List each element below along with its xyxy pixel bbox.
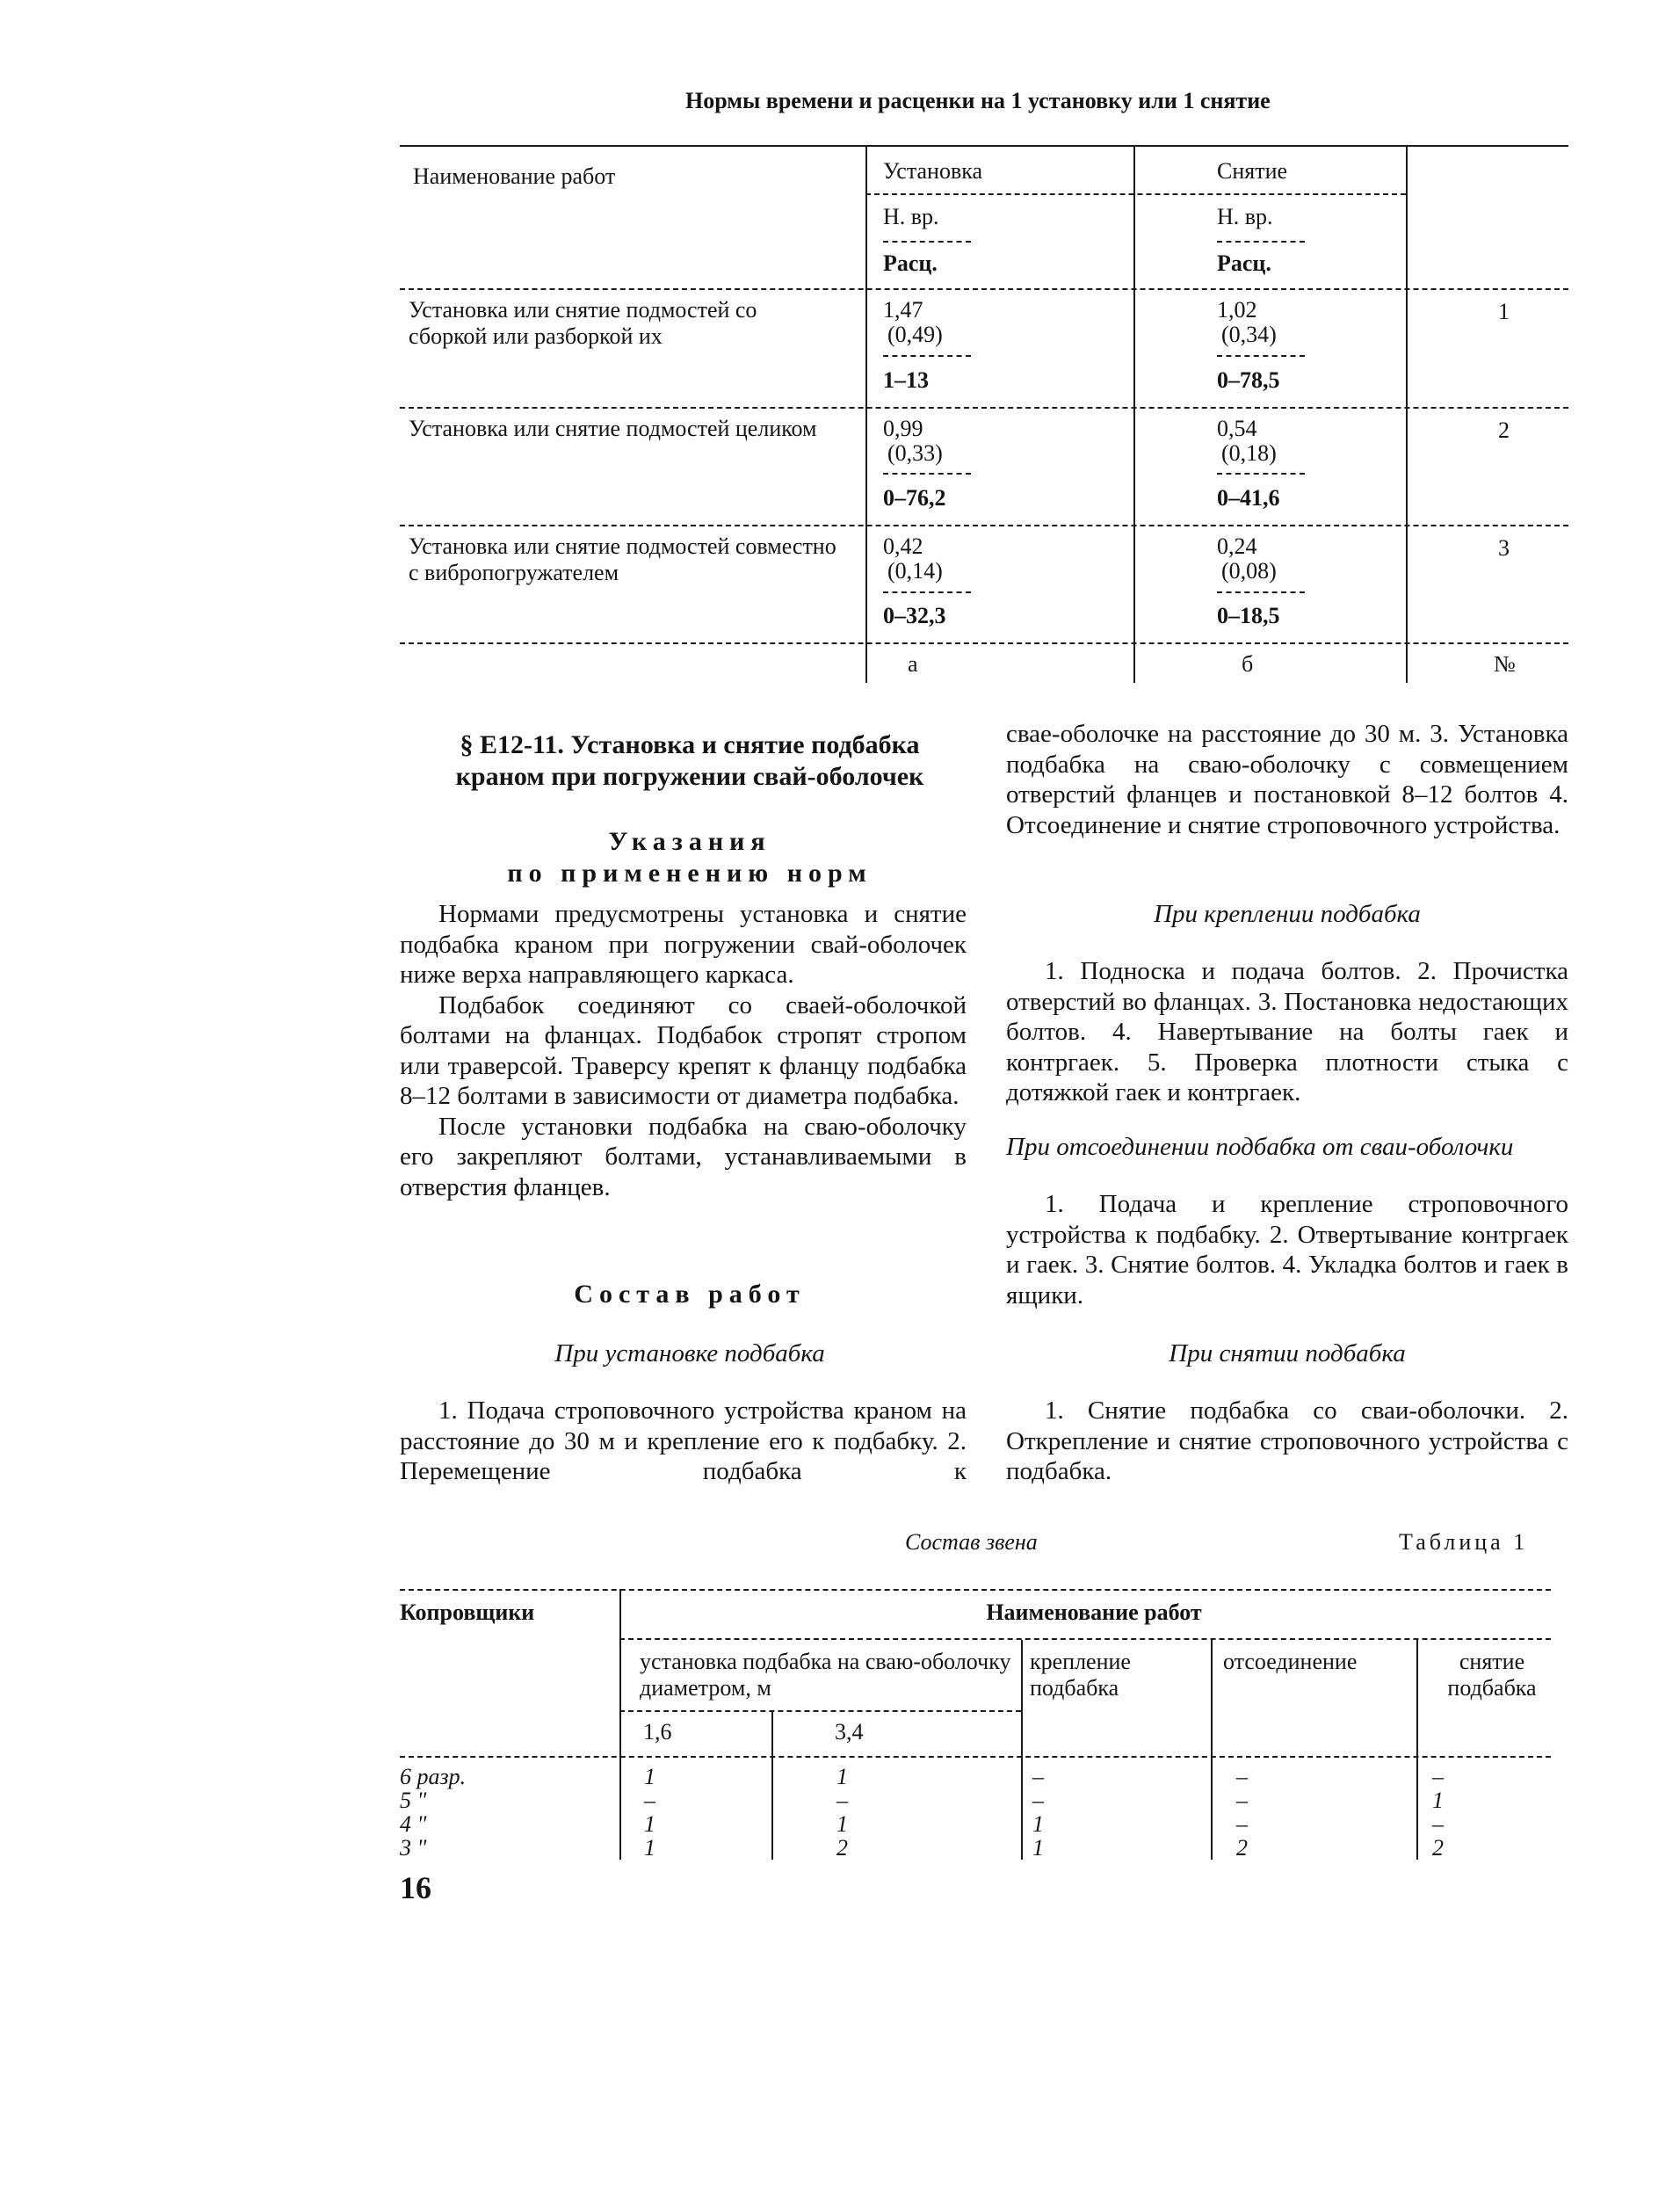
top-table-row-1-install-frac — [883, 355, 971, 357]
paragraph: Подбабок соединяют со сваей-оболочкой болтами на фланцах. Подбабок стропят стропом или траверсой. Траверсу крепят к фланцу подбабка 8–12 болтами в зависимости от диаметра подбабка. — [400, 990, 967, 1110]
crew-table-row — [400, 1765, 1560, 1788]
top-table-row-1-no: 1 — [1498, 299, 1510, 324]
install-steps-part-2 — [1006, 719, 1568, 840]
top-table-rule-header-end — [400, 288, 1568, 290]
top-table-row-2-install-nvr2: (0,33) — [887, 440, 943, 466]
top-table-row-3-no: 3 — [1498, 535, 1510, 561]
top-table-header-name: Наименование работ — [413, 163, 616, 189]
top-table-row-3-install-nvr: 0,42 — [883, 533, 923, 559]
top-table-row-2-remove-nvr: 0,54 — [1217, 416, 1257, 441]
top-table-row-2-remove-frac — [1217, 473, 1305, 475]
top-table-caption: Нормы времени и расценки на 1 установку или 1 снятие — [685, 88, 1271, 113]
top-table-install-frac-head — [883, 241, 971, 243]
top-table-install-rasc-label: Расц. — [883, 250, 938, 276]
install-steps-part-1 — [400, 1396, 967, 1487]
crew-table-header-remove — [1430, 1649, 1553, 1701]
crew-table-header-install: установка подбабка на сваю-оболочку диаметром, м — [640, 1649, 1011, 1701]
top-table-row-3-remove-frac — [1217, 591, 1305, 593]
crew-table-header-works: Наименование работ — [986, 1600, 1202, 1625]
crew-remove: 2 — [1432, 1835, 1444, 1861]
crew-table-rule-sub — [619, 1638, 1551, 1640]
crew-table-row — [400, 1788, 1560, 1812]
subheading-remove: При снятии подбабка — [1169, 1339, 1406, 1367]
top-table-install-nvr-label: Н. вр. — [883, 204, 939, 229]
crew-table-rule-header-end — [400, 1756, 1551, 1758]
top-table-footer-b: б — [1242, 651, 1254, 677]
fasten-steps — [1006, 956, 1568, 1108]
top-table-remove-rasc-label: Расц. — [1217, 250, 1271, 276]
section-title-line-2: краном при погружении свай-оболочек — [455, 762, 924, 791]
paragraph: После установки подбабка на сваю-оболочку его закрепляют болтами, устанавливаемыми в отверстия фланцев. — [400, 1112, 967, 1201]
crew-d2: – — [836, 1788, 848, 1813]
top-table-row-1-name: Установка или снятие подмостей со сборкой или разборкой их — [409, 297, 757, 349]
crew-table-header-workers: Копровщики — [400, 1600, 535, 1625]
crew-fasten: – — [1032, 1788, 1044, 1813]
fasten-steps-text: 1. Подноска и подача болтов. 2. Прочистка отверстий во фланцах. 3. Постановка недостающих болтов. 4. Навертывание на болты гаек и контргаек. 5. Проверка плотности стыка с дотяжкой гаек и контргаек. — [1006, 957, 1568, 1106]
top-table-row-1-remove-nvr2: (0,34) — [1221, 322, 1277, 347]
crew-remove: – — [1432, 1764, 1444, 1789]
top-table-rule-row-1 — [400, 407, 1568, 409]
paragraph: Нормами предусмотрены установка и снятие подбабка краном при погружении свай-оболочек ниже верха направляющего каркаса. — [400, 900, 967, 989]
detach-steps-text: 1. Подача и крепление строповочного устройства к подбабку. 2. Отвертывание контргаек и гаек. 3. Снятие болтов. 4. Укладка болтов и гаек в ящики. — [1006, 1190, 1568, 1309]
section-title — [400, 729, 980, 793]
instructions-heading-line-2: по применению норм — [507, 859, 873, 888]
crew-table-rule-diam — [619, 1710, 1021, 1712]
crew-table-label: Таблица 1 — [1399, 1529, 1529, 1555]
top-table-row-2-no: 2 — [1498, 417, 1510, 443]
crew-detach: – — [1236, 1811, 1248, 1837]
top-table-row-2-install-frac — [883, 473, 971, 475]
top-table-remove-frac-head — [1217, 241, 1305, 243]
top-table-row-1-install-nvr2: (0,49) — [887, 322, 943, 347]
install-steps-right: свае-оболочке на расстояние до 30 м. 3. Установка подбабка на сваю-оболочку с совмещением отверстий фланцев и постановкой 8–12 болтов 4. Отсоединение и снятие строповочного устройства. — [1006, 720, 1568, 839]
crew-table-header-fasten: крепление подбабка — [1030, 1649, 1131, 1701]
crew-d1: 1 — [644, 1764, 655, 1789]
top-table-col-sep-1 — [865, 145, 867, 683]
top-table-header-remove: Снятие — [1217, 158, 1288, 184]
top-table-row-1-remove-nvr: 1,02 — [1217, 297, 1257, 323]
top-table-row-1-remove-rasc: 0–78,5 — [1217, 367, 1280, 393]
crew-d1: 1 — [644, 1835, 655, 1861]
instructions-body — [400, 899, 967, 1202]
crew-d1: – — [644, 1788, 655, 1813]
crew-detach: – — [1236, 1788, 1248, 1813]
crew-table-caption: Состав звена — [905, 1529, 1038, 1555]
crew-fasten: – — [1032, 1764, 1044, 1789]
crew-detach: – — [1236, 1764, 1248, 1789]
top-table-row-1-install-nvr: 1,47 — [883, 297, 923, 323]
crew-fasten: 1 — [1032, 1835, 1044, 1861]
crew-table-diam-1: 1,6 — [643, 1719, 672, 1745]
crew-remove: – — [1432, 1811, 1444, 1837]
top-table-row-3-remove-nvr: 0,24 — [1217, 533, 1257, 559]
instructions-heading — [400, 826, 980, 889]
crew-table-row — [400, 1812, 1560, 1836]
top-table-rule-sub — [865, 193, 1406, 195]
work-heading: Состав работ — [574, 1280, 806, 1309]
page-number: 16 — [400, 1870, 431, 1905]
crew-table-body — [400, 1765, 1560, 1860]
top-table-row-3-remove-rasc: 0–18,5 — [1217, 603, 1280, 628]
top-table-row-3-install-frac — [883, 591, 971, 593]
top-table-rule-row-3 — [400, 642, 1568, 644]
crew-d2: 1 — [836, 1811, 848, 1837]
top-table-rule-top — [400, 145, 1568, 147]
top-table-col-sep-2 — [1133, 145, 1135, 683]
section-title-line-1: § Е12-11. Установка и снятие подбабка — [460, 730, 920, 759]
crew-remove: 1 — [1432, 1788, 1444, 1813]
crew-d2: 2 — [836, 1835, 848, 1861]
remove-steps-text: 1. Снятие подбабка со сваи-оболочки. 2. Открепление и снятие строповочного устройства с подбабка. — [1006, 1396, 1568, 1485]
top-table-row-2-install-rasc: 0–76,2 — [883, 485, 946, 511]
crew-detach: 2 — [1236, 1835, 1248, 1861]
crew-fasten: 1 — [1032, 1811, 1044, 1837]
crew-grade: 3 " — [400, 1835, 427, 1861]
crew-table-header-remove-text: снятие подбабка — [1447, 1649, 1537, 1701]
crew-table-diam-2: 3,4 — [835, 1719, 864, 1745]
top-table-row-2-name: Установка или снятие подмостей целиком — [409, 416, 817, 441]
top-table-row-2-remove-nvr2: (0,18) — [1221, 440, 1277, 466]
detach-steps — [1006, 1189, 1568, 1310]
subheading-install: При установке подбабка — [554, 1339, 825, 1367]
top-table-row-3-install-rasc: 0–32,3 — [883, 603, 946, 628]
crew-grade: 5 " — [400, 1788, 427, 1813]
crew-table-header-detach: отсоединение — [1223, 1649, 1358, 1674]
remove-steps — [1006, 1396, 1568, 1487]
top-table-row-3-name: Установка или снятие подмостей совместно с вибропогружателем — [409, 533, 836, 585]
top-table-row-3-remove-nvr2: (0,08) — [1221, 558, 1277, 584]
crew-table-rule-top — [400, 1589, 1551, 1591]
top-table-col-sep-3 — [1406, 145, 1408, 683]
top-table-row-2-remove-rasc: 0–41,6 — [1217, 485, 1280, 511]
subheading-detach: При отсоединении подбабка от сваи-оболочки — [1006, 1133, 1514, 1161]
top-table-row-3-install-nvr2: (0,14) — [887, 558, 943, 584]
top-table-rule-row-2 — [400, 525, 1568, 526]
crew-grade: 4 " — [400, 1811, 427, 1837]
top-table-row-1-install-rasc: 1–13 — [883, 367, 929, 393]
crew-table-row — [400, 1836, 1560, 1860]
top-table-footer-a: а — [908, 651, 918, 677]
crew-d1: 1 — [644, 1811, 655, 1837]
instructions-heading-line-1: Указания — [608, 827, 771, 856]
top-table-row-1-remove-frac — [1217, 355, 1305, 357]
top-table-header-install: Установка — [883, 158, 983, 184]
top-table-footer-no: № — [1494, 651, 1516, 677]
crew-d2: 1 — [836, 1764, 848, 1789]
subheading-fasten: При креплении подбабка — [1154, 900, 1421, 928]
top-table-remove-nvr-label: Н. вр. — [1217, 204, 1273, 229]
crew-grade: 6 разр. — [400, 1764, 467, 1789]
install-steps-left: 1. Подача строповочного устройства краном на расстояние до 30 м и крепление его к подбабку. 2. Перемещение подбабка к — [400, 1396, 967, 1485]
top-table-row-2-install-nvr: 0,99 — [883, 416, 923, 441]
